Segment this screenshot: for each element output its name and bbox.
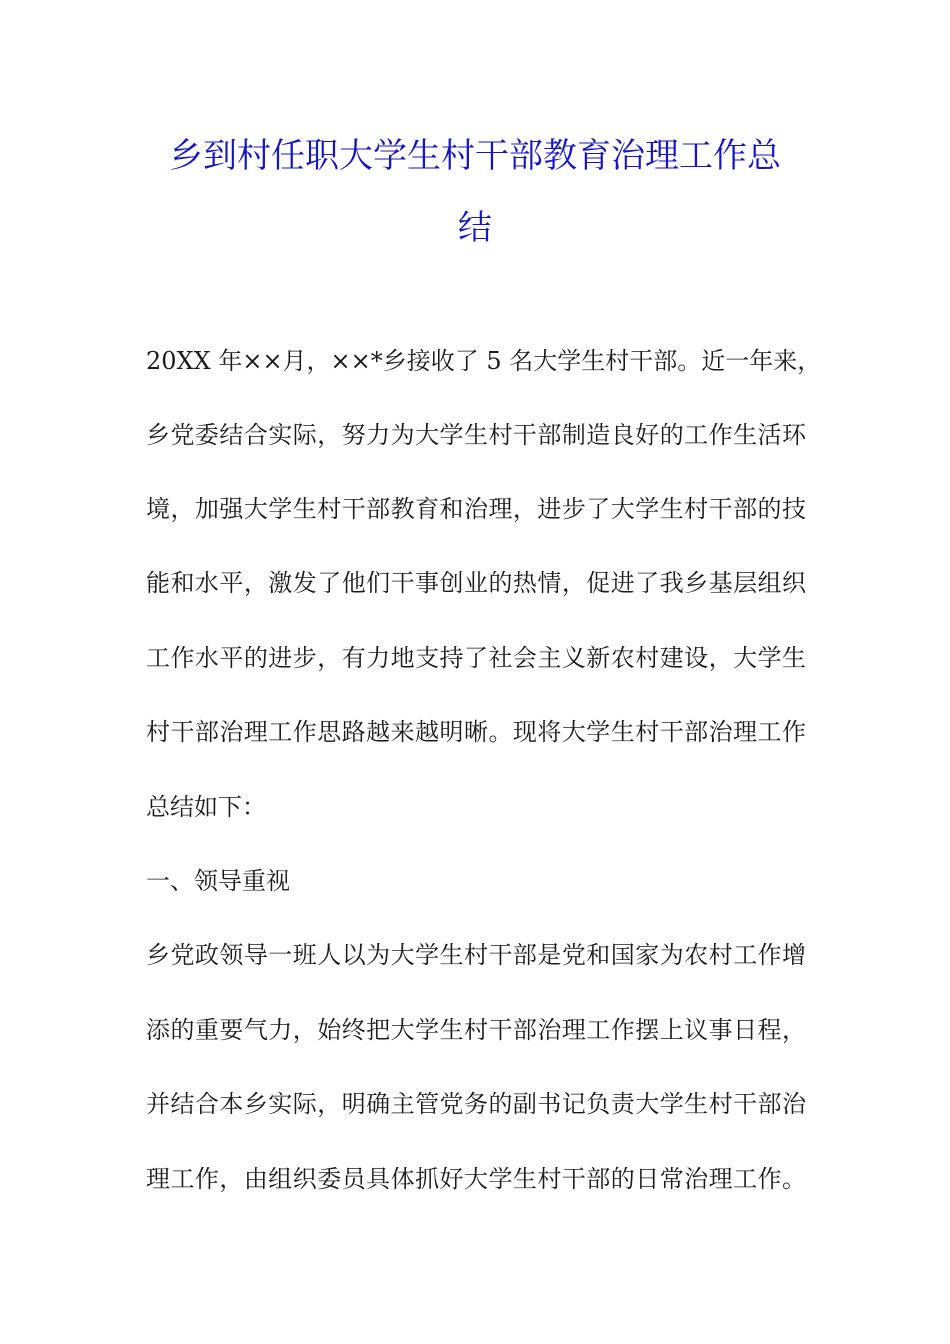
section-heading-1: 一、领导重视 [146, 867, 290, 895]
paragraph-2-line-4: 理工作，由组织委员具体抓好大学生村干部的日常治理工作。 [146, 1165, 806, 1193]
paragraph-1-line-6: 村干部治理工作思路越来越明晰。现将大学生村干部治理工作 [146, 718, 806, 746]
paragraph-1-line-5: 工作水平的进步，有力地支持了社会主义新农村建设，大学生 [146, 644, 806, 672]
document-title-line-1: 乡到村任职大学生村干部教育治理工作总 [169, 136, 781, 176]
paragraph-1-line-3: 境，加强大学生村干部教育和治理，进步了大学生村干部的技 [146, 495, 806, 523]
paragraph-1-line-2: 乡党委结合实际，努力为大学生村干部制造良好的工作生活环 [146, 421, 806, 449]
paragraph-2-line-2: 添的重要气力，始终把大学生村干部治理工作摆上议事日程， [146, 1016, 806, 1044]
paragraph-2-line-1: 乡党政领导一班人以为大学生村干部是党和国家为农村工作增 [146, 941, 806, 969]
paragraph-1-line-7: 总结如下： [146, 793, 266, 821]
paragraph-2-line-3: 并结合本乡实际，明确主管党务的副书记负责大学生村干部治 [146, 1090, 806, 1118]
paragraph-1-line-1: 20XX 年××月，××*乡接收了 5 名大学生村干部。近一年来， [146, 347, 822, 375]
document-title-line-2: 结 [458, 208, 492, 248]
paragraph-1-line-4: 能和水平，激发了他们干事创业的热情，促进了我乡基层组织 [146, 569, 806, 597]
